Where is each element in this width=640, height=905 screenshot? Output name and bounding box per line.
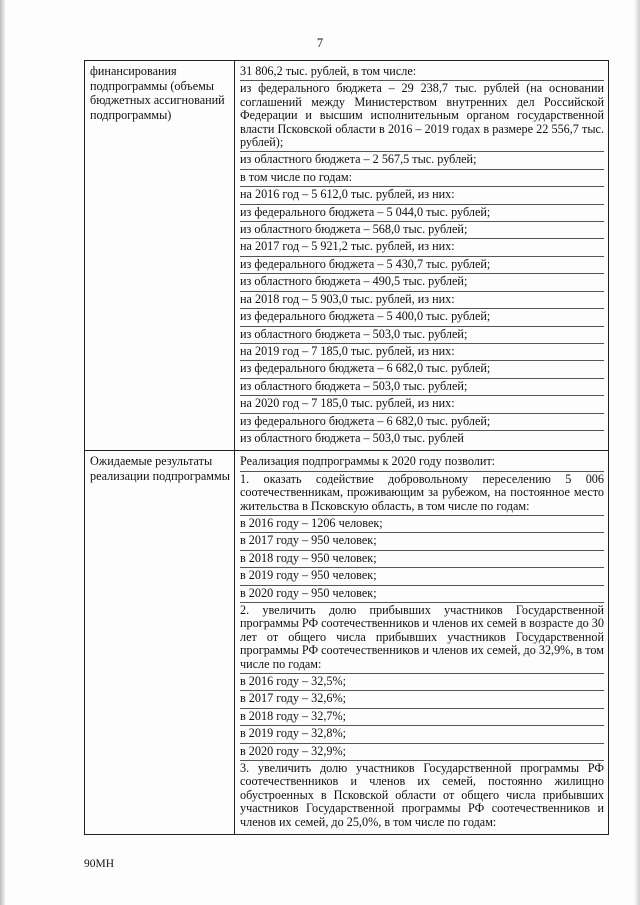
text-line: в 2016 году – 1206 человек;	[240, 516, 604, 533]
text-line: 3. увеличить долю участников Государственной программы РФ соотечественников и членов их семей, постоянно жилищно обустроенных в Псковской области от общего числа прибывших участников Государственной программы РФ соотечественников и членов их семей, до 25,0%, в том числе по годам:	[240, 761, 604, 829]
text-line: в 2017 году – 950 человек;	[240, 533, 604, 550]
text-line: из областного бюджета – 503,0 тыс. рублей;	[240, 379, 604, 396]
text-line: на 2017 год – 5 921,2 тыс. рублей, из них:	[240, 239, 604, 256]
text-line: Реализация подпрограммы к 2020 году позволит:	[240, 454, 604, 471]
text-line: 1. оказать содействие добровольному переселению 5 006 соотечественникам, проживающим за рубежом, на постоянное место жительства в Псковскую область, в том числе по годам:	[240, 472, 604, 516]
text-line: в 2019 году – 950 человек;	[240, 568, 604, 585]
text-line: из областного бюджета – 2 567,5 тыс. рублей;	[240, 152, 604, 169]
text-line: в том числе по годам:	[240, 170, 604, 187]
text-line: в 2018 году – 950 человек;	[240, 551, 604, 568]
text-line: из федерального бюджета – 6 682,0 тыс. рублей;	[240, 414, 604, 431]
row-label-expected-results: Ожидаемые результаты реализации подпрограммы	[85, 451, 235, 835]
text-line: в 2018 году – 32,7%;	[240, 709, 604, 726]
row-value-expected-results	[235, 451, 609, 835]
text-line: в 2019 году – 32,8%;	[240, 726, 604, 743]
text-line: на 2020 год – 7 185,0 тыс. рублей, из них:	[240, 396, 604, 413]
text-line: на 2018 год – 5 903,0 тыс. рублей, из них:	[240, 292, 604, 309]
text-line: из областного бюджета – 503,0 тыс. рублей;	[240, 327, 604, 344]
text-line: в 2017 году – 32,6%;	[240, 691, 604, 708]
text-line: из федерального бюджета – 29 238,7 тыс. рублей (на основании соглашений между Министерством внутренних дел Российской Федерации и высшим исполнительным органом государственной власти Псковской области в 2016 – 2019 годах в размере 22 556,7 тыс. рублей);	[240, 81, 604, 152]
text-line: из федерального бюджета – 5 430,7 тыс. рублей;	[240, 257, 604, 274]
text-line: из областного бюджета – 503,0 тыс. рублей	[240, 430, 464, 445]
text-line: из федерального бюджета – 5 400,0 тыс. рублей;	[240, 309, 604, 326]
text-line: из федерального бюджета – 6 682,0 тыс. рублей;	[240, 361, 604, 378]
text-line: из областного бюджета – 490,5 тыс. рублей;	[240, 274, 604, 291]
text-line: 2. увеличить долю прибывших участников Государственной программы РФ соотечественников и членов их семей в возрасте до 30 лет от общего числа прибывших участников Государственной программы РФ соотечественников и членов их семей, до 32,9%, в том числе по годам:	[240, 603, 604, 674]
table-row-financing	[85, 61, 609, 451]
text-line: в 2020 году – 32,9%;	[240, 744, 604, 761]
page-number: 7	[316, 36, 324, 50]
text-line: из областного бюджета – 568,0 тыс. рублей;	[240, 222, 604, 239]
scan-edge-shadow-right	[634, 0, 640, 905]
subprogram-passport-table	[84, 60, 609, 835]
table-row-expected-results	[85, 451, 609, 835]
scan-edge-shadow-left	[0, 0, 6, 905]
text-line: в 2020 году – 950 человек;	[240, 586, 604, 603]
footer-code: 90МН	[84, 858, 115, 870]
text-line: на 2016 год – 5 612,0 тыс. рублей, из них:	[240, 187, 604, 204]
row-value-financing	[235, 61, 609, 451]
text-line: в 2016 году – 32,5%;	[240, 674, 604, 691]
text-line: на 2019 год – 7 185,0 тыс. рублей, из них:	[240, 344, 604, 361]
text-line: из федерального бюджета – 5 044,0 тыс. рублей;	[240, 205, 604, 222]
row-label-financing: финансирования подпрограммы (объемы бюджетных ассигнований подпрограммы)	[85, 61, 235, 451]
text-line: 31 806,2 тыс. рублей, в том числе:	[240, 64, 604, 81]
